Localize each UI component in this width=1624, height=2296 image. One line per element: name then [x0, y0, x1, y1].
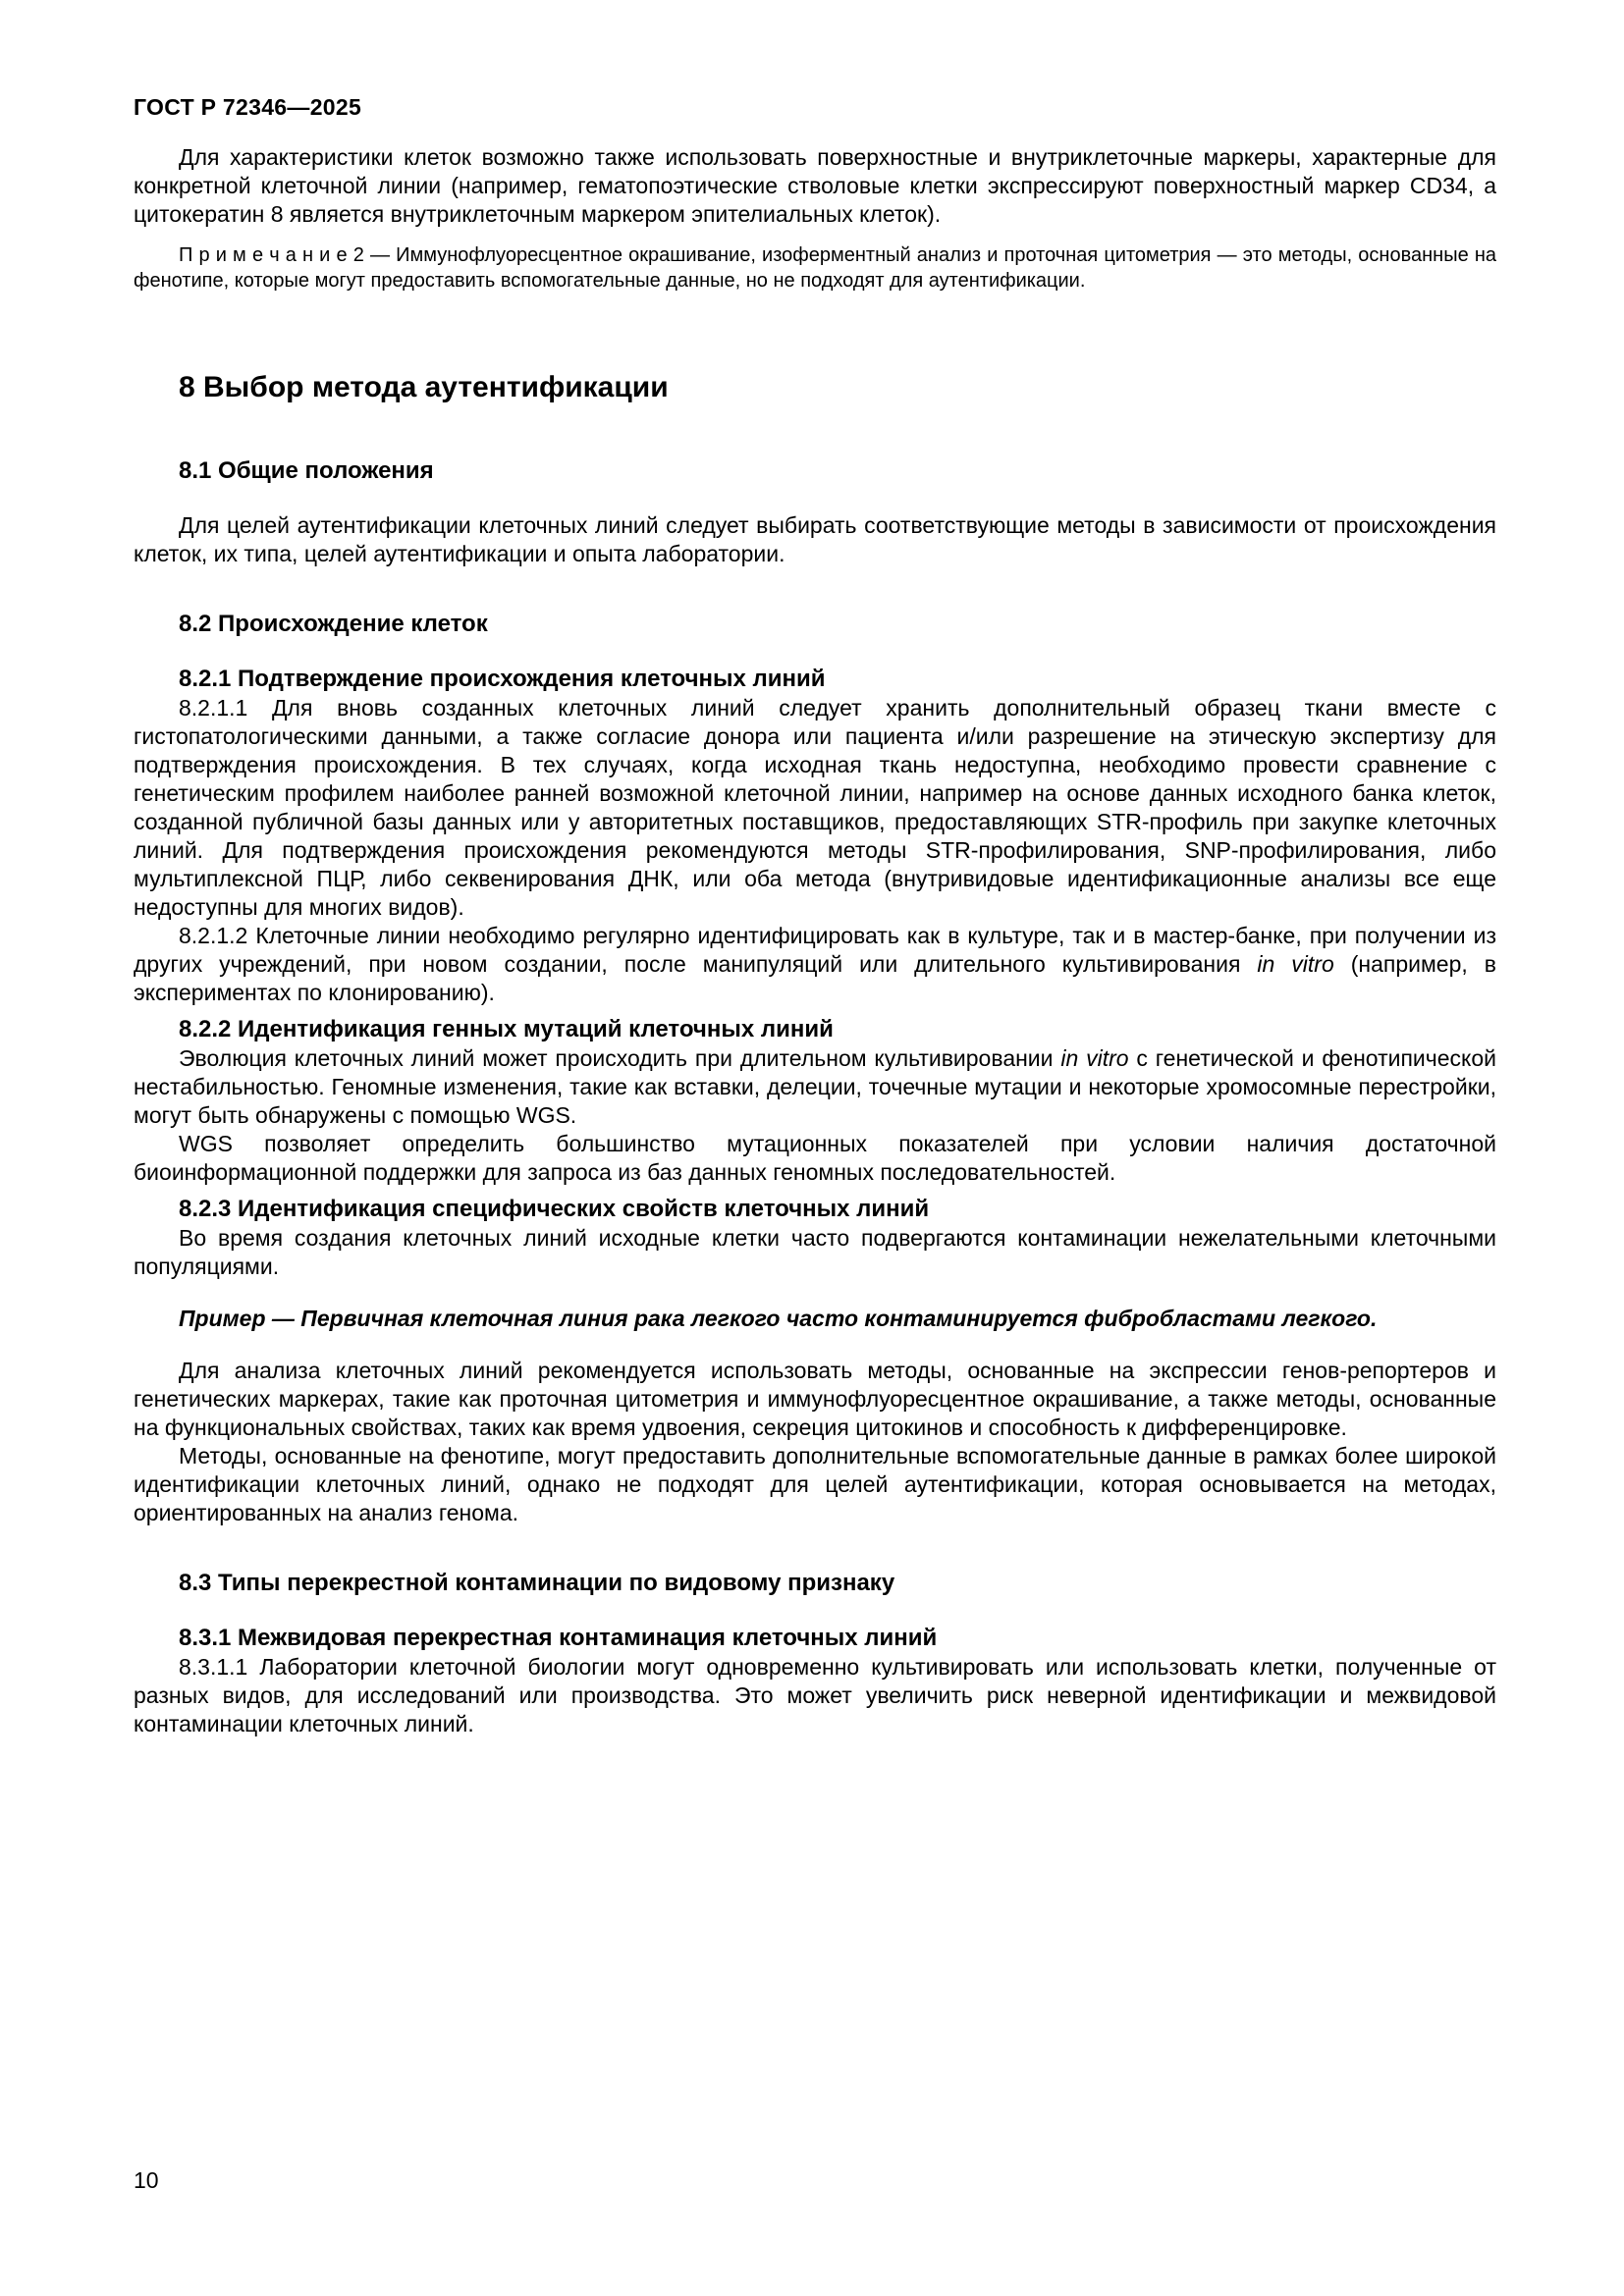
- text-segment: Методы, основанные на фенотипе, могут предоставить дополнительные вспомогательные данные в рамках более широкой идентификации клеточных линий, однако не подходят для целей аутентификации, которая основывается на методах, ориентированных на анализ генома.: [134, 1443, 1496, 1525]
- section-heading: [134, 370, 1496, 405]
- text-segment: WGS позволяет определить большинство мутационных показателей при условии наличия достаточной биоинформационной поддержки для запроса из баз данных геномных последовательностей.: [134, 1131, 1496, 1185]
- subsection-heading: [134, 610, 1496, 639]
- body-paragraph: [134, 694, 1496, 922]
- text-segment: 8.1 Общие положения: [179, 457, 434, 484]
- body-paragraph: [134, 143, 1496, 229]
- body-paragraph: [134, 922, 1496, 1007]
- text-segment: 8 Выбор метода аутентификации: [179, 371, 669, 403]
- body-paragraph: [134, 1044, 1496, 1130]
- text-segment: 8.2.1.2 Клеточные линии необходимо регулярно идентифицировать как в культуре, так и в мастер-банке, при получении из других учреждений, при новом создании, после манипуляций или длительного культивирования: [134, 923, 1496, 977]
- example-paragraph: [134, 1305, 1496, 1333]
- text-segment: 8.3 Типы перекрестной контаминации по видовому признаку: [179, 1570, 895, 1596]
- text-segment: 8.2.3 Идентификация специфических свойств клеточных линий: [179, 1196, 930, 1222]
- subsection-heading: [134, 1569, 1496, 1598]
- document-content: [134, 143, 1496, 1738]
- note-paragraph: [134, 242, 1496, 294]
- text-segment: с генетической и фенотипической нестабильностью. Геномные изменения, такие как вставки, делеции, точечные мутации и некоторые хромосомные перестройки, могут быть обнаружены с помощью WGS.: [134, 1045, 1496, 1128]
- body-paragraph: [134, 1653, 1496, 1738]
- clause-heading: [134, 1015, 1496, 1044]
- body-paragraph: [134, 1224, 1496, 1281]
- text-segment: Пример — Первичная клеточная линия рака легкого часто контаминируется фибробластами легкого.: [179, 1306, 1378, 1331]
- body-paragraph: [134, 1130, 1496, 1187]
- body-paragraph: [134, 1357, 1496, 1442]
- text-segment: 8.2 Происхождение клеток: [179, 611, 488, 637]
- text-segment: Эволюция клеточных линий может происходить при длительном культивировании: [179, 1045, 1061, 1071]
- text-segment: Во время создания клеточных линий исходные клетки часто подвергаются контаминации нежелательными клеточными популяциями.: [134, 1225, 1496, 1279]
- text-segment: Для целей аутентификации клеточных линий следует выбирать соответствующие методы в зависимости от происхождения клеток, их типа, целей аутентификации и опыта лаборатории.: [134, 512, 1496, 566]
- clause-heading: [134, 1624, 1496, 1653]
- text-segment: 8.3.1.1 Лаборатории клеточной биологии могут одновременно культивировать или использовать клетки, полученные от разных видов, для исследований или производства. Это может увеличить риск неверной идентификации и межвидовой контаминации клеточных линий.: [134, 1654, 1496, 1736]
- text-segment: 8.2.2 Идентификация генных мутаций клеточных линий: [179, 1016, 834, 1042]
- text-segment: 8.2.1 Подтверждение происхождения клеточных линий: [179, 666, 826, 692]
- italic-text-segment: in vitro: [1060, 1045, 1129, 1071]
- italic-text-segment: in vitro: [1257, 951, 1334, 977]
- body-paragraph: [134, 511, 1496, 568]
- text-segment: Для анализа клеточных линий рекомендуется использовать методы, основанные на экспрессии генов-репортеров и генетических маркерах, такие как проточная цитометрия и иммунофлуоресцентное окрашивание, а также методы, основанные на функциональных свойствах, таких как время удвоения, секреция цитокинов и способность к дифференцировке.: [134, 1358, 1496, 1440]
- text-segment: Для характеристики клеток возможно также использовать поверхностные и внутриклеточные маркеры, характерные для конкретной клеточной линии (например, гематопоэтические стволовые клетки экспрессируют поверхностный маркер CD34, а цитокератин 8 является внутриклеточным маркером эпителиальных клеток).: [134, 144, 1496, 227]
- clause-heading: [134, 1195, 1496, 1224]
- text-segment: П р и м е ч а н и е 2 — Иммунофлуоресцентное окрашивание, изоферментный анализ и проточная цитометрия — это методы, основанные на фенотипе, которые могут предоставить вспомогательные данные, но не подходят для аутентификации.: [134, 244, 1496, 292]
- text-segment: 8.2.1.1 Для вновь созданных клеточных линий следует хранить дополнительный образец ткани вместе с гистопатологическими данными, а также согласие донора или пациента и/или разрешение на этическую экспертизу для подтверждения происхождения. В тех случаях, когда исходная ткань недоступна, необходимо провести сравнение с генетическим профилем наиболее ранней возможной клеточной линии, например на основе данных исходного банка клеток, созданной публичной базы данных или у авторитетных поставщиков, предоставляющих STR-профиль при закупке клеточных линий. Для подтверждения происхождения рекомендуются методы STR-профилирования, SNP-профилирования, либо мультиплексной ПЦР, либо секвенирования ДНК, или оба метода (внутривидовые идентификационные анализы все еще недоступны для многих видов).: [134, 695, 1496, 920]
- subsection-heading: [134, 456, 1496, 486]
- text-segment: 8.3.1 Межвидовая перекрестная контаминация клеточных линий: [179, 1625, 938, 1651]
- running-header: ГОСТ Р 72346—2025: [134, 94, 362, 120]
- clause-heading: [134, 665, 1496, 694]
- body-paragraph: [134, 1442, 1496, 1527]
- text-segment: (например, в экспериментах по клонированию).: [134, 951, 1496, 1005]
- page-number: 10: [134, 2167, 159, 2193]
